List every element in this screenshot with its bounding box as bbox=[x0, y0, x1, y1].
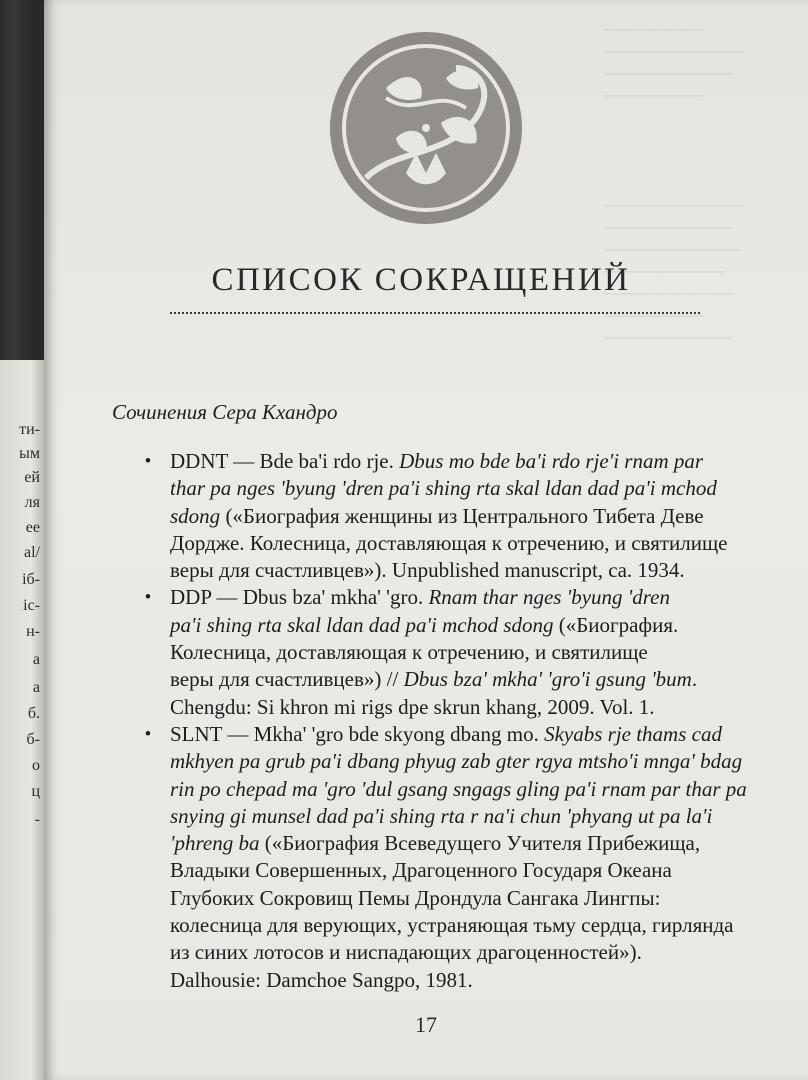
bullet-icon: • bbox=[144, 587, 152, 609]
entry-line bbox=[170, 967, 778, 994]
entry-text: Владыки Совершенных, Драгоценного Государя Океана bbox=[170, 858, 672, 883]
entry-line bbox=[170, 694, 778, 721]
entry-line bbox=[170, 475, 778, 502]
entry-text: Дордже. Колесница, доставляющая к отречению, и святилище bbox=[170, 530, 728, 555]
entry-line bbox=[170, 639, 778, 666]
entry-line bbox=[170, 557, 778, 584]
italic-title-text: Dbus bza' mkha' 'gro'i gsung 'bum bbox=[403, 667, 692, 692]
italic-title-text: mkhyen pa grub pa'i dbang phyug zab gter rgya mtsho'i mnga' bdag bbox=[170, 749, 743, 774]
italic-title-text: Rnam thar nges 'byung 'dren bbox=[428, 585, 670, 610]
left-page-fragment: іб- bbox=[22, 571, 40, 588]
italic-title-text: thar pa nges 'byung 'dren pa'i shing rta skal ldan dad pa'i mchod bbox=[170, 476, 717, 501]
italic-title-text: snying gi munsel dad pa'i shing rta r na'i chun 'phyang ut pa la'i bbox=[170, 803, 713, 828]
entry-line bbox=[170, 803, 778, 830]
entry-text: веры для счастливцев»). Unpublished manuscript, ca. 1934. bbox=[170, 558, 685, 583]
entry-text: («Биография женщины из Центрального Тибета Деве bbox=[220, 503, 704, 528]
entry-text: DDP — Dbus bza' mkha' 'gro. bbox=[170, 585, 429, 610]
abbreviation-entry bbox=[138, 721, 778, 994]
bullet-icon: • bbox=[144, 451, 152, 472]
bullet-icon: • bbox=[144, 723, 152, 745]
italic-title-text: rin po chepad ma 'gro 'dul gsang sngags gling pa'i rnam par thar pa bbox=[170, 776, 747, 801]
bleed-through-text: ────────── ────────────── ───────────── ────────── ────────────── ───────────── ────────────── ──────────── ───────────── ────────── ───────────── bbox=[604, 23, 743, 346]
entry-text: из синих лотосов и ниспадающих драгоценностей»). bbox=[170, 940, 642, 965]
entry-line bbox=[170, 503, 778, 530]
entry-text: Колесница, доставляющая к отречению, и святилище bbox=[170, 640, 648, 665]
entry-line bbox=[170, 776, 778, 803]
entry-text: Глубоких Сокровищ Пемы Дрондула Сангака Лингпы: bbox=[170, 885, 661, 910]
left-page-fragment: ее bbox=[25, 519, 40, 536]
left-page-fragment: - bbox=[34, 811, 40, 828]
entry-line bbox=[170, 721, 778, 748]
entry-line bbox=[170, 830, 778, 857]
page-title: СПИСОК СОКРАЩЕНИЙ bbox=[211, 262, 631, 298]
entry-line bbox=[170, 612, 778, 639]
lotus-emblem-icon bbox=[326, 28, 526, 228]
left-page-fragment: ти- bbox=[19, 421, 40, 438]
left-page-fragment: al/ bbox=[24, 544, 40, 561]
abbreviation-entry bbox=[138, 448, 778, 584]
abbreviation-entry bbox=[138, 584, 778, 720]
entry-text: Chengdu: Si khron mi rigs dpe skrun khang, 2009. Vol. 1. bbox=[170, 694, 655, 719]
entry-text: SLNT — Mkha' 'gro bde skyong dbang mo. bbox=[170, 721, 545, 746]
left-page-fragment: ля bbox=[24, 494, 40, 511]
left-page-fragment: ей bbox=[24, 469, 40, 486]
entry-line bbox=[170, 748, 778, 775]
page-number: 17 bbox=[415, 1012, 437, 1037]
left-page-fragment: б- bbox=[26, 731, 40, 748]
entry-line bbox=[170, 885, 778, 912]
left-page-fragment: а bbox=[32, 651, 40, 668]
left-page-fragment: ым bbox=[19, 445, 40, 462]
entry-text: . bbox=[691, 667, 698, 692]
italic-title-text: Skyabs rje thams cad bbox=[544, 721, 722, 746]
entry-line bbox=[170, 584, 778, 611]
italic-title-text: pa'i shing rta skal ldan dad pa'i mchod sdong bbox=[170, 612, 554, 637]
abbreviation-list bbox=[138, 448, 778, 994]
section-heading: Сочинения Сера Кхандро bbox=[112, 400, 338, 424]
entry-line bbox=[170, 939, 778, 966]
entry-text: колесница для верующих, устраняющая тьму сердца, гирлянда bbox=[170, 913, 734, 938]
left-page-fragment: н- bbox=[26, 623, 40, 640]
left-page-fragment: о bbox=[32, 757, 40, 774]
left-page-fragment: ц bbox=[31, 783, 40, 800]
left-page-fragment: б. bbox=[27, 705, 40, 722]
entry-text: («Биография. bbox=[553, 612, 679, 637]
entry-line bbox=[170, 912, 778, 939]
left-page-edge bbox=[0, 360, 44, 1080]
entry-line bbox=[170, 666, 778, 693]
italic-title-text: sdong bbox=[170, 503, 221, 528]
entry-line bbox=[170, 448, 778, 475]
left-page-fragment: а bbox=[32, 679, 40, 696]
italic-title-text: 'phreng ba bbox=[170, 831, 260, 856]
entry-text: веры для счастливцев») // bbox=[170, 667, 404, 692]
entry-line bbox=[170, 857, 778, 884]
title-dotted-rule bbox=[170, 312, 700, 314]
italic-title-text: Dbus mo bde ba'i rdo rje'i rnam par bbox=[399, 449, 704, 473]
entry-line bbox=[170, 530, 778, 557]
entry-text: DDNT — Bde ba'i rdo rje. bbox=[170, 449, 400, 473]
entry-text: («Биография Всеведущего Учителя Прибежища, bbox=[259, 831, 701, 856]
book-page bbox=[44, 0, 808, 1080]
left-page-fragment: іс- bbox=[23, 597, 40, 614]
entry-text: Dalhousie: Damchoe Sangpo, 1981. bbox=[170, 967, 473, 992]
